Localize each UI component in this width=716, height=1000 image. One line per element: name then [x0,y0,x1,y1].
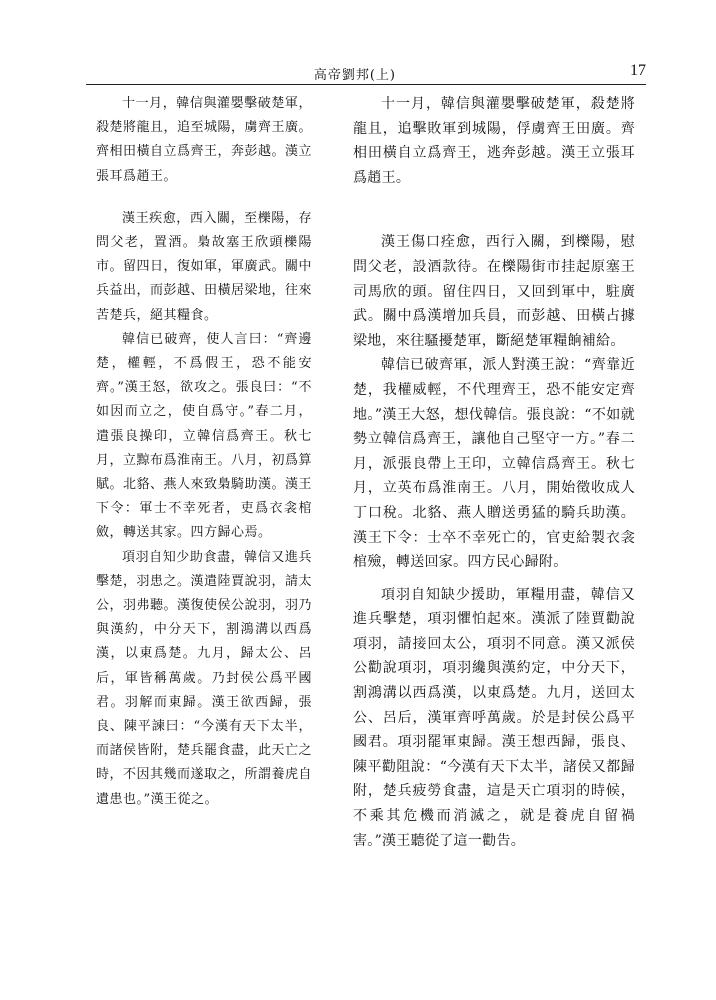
header-rule [86,84,646,85]
classical-text-column [96,92,312,812]
translation-paragraph: 漢王傷口痊愈，西行入關，到櫟陽，慰問父老，設酒款待。在櫟陽街市挂起原塞王司馬欣的頭。留住四日，又回到軍中，駐廣武。關中爲漢增加兵員，而彭越、田橫占據梁地，來往騷擾楚軍，斷絕楚軍糧餉補給。 [353,234,635,349]
running-title: 高帝劉邦(上) [313,68,396,83]
classical-paragraph: 十一月，韓信與灌嬰擊破楚軍，殺楚將龍且，追至城陽，虜齊王廣。齊相田橫自立爲齊王，奔彭越。漢立張耳爲趙王。 [96,96,313,184]
translation-paragraph: 韓信已破齊軍，派人對漢王說：“齊靠近楚，我權威輕，不代理齊王，恐不能安定齊地。”漢王大怒，想伐韓信。張良說：“不如就勢立韓信爲齊王，讓他自己堅守一方。”春二月，派張良帶上王印，立韓信爲齊王。秋七月，立英布爲淮南王。八月，開始徵收成人丁口稅。北貉、燕人贈送勇猛的騎兵助漢。漢王下令：士卒不幸死亡的，官吏給製衣衾棺殮，轉送回家。四方民心歸附。 [353,357,635,571]
translation-paragraph: 十一月，韓信與灌嬰擊破楚軍，殺楚將龍且，追擊敗軍到城陽，俘虜齊王田廣。齊相田橫自立爲齊王，逃奔彭越。漢王立張耳爲趙王。 [353,96,635,186]
running-header [86,60,646,82]
page-number: 17 [630,62,646,79]
translation-column [353,92,635,853]
classical-paragraph: 韓信已破齊，使人言曰：“齊邊楚，權輕，不爲假王，恐不能安齊。”漢王怒，欲攻之。張良曰：“不如因而立之，使自爲守。”春二月，遣張良操印，立韓信爲齊王。秋七月，立黥布爲淮南王。八月，初爲算賦。北貉、燕人來致梟騎助漢。漢王下令：軍士不幸死者，吏爲衣衾棺斂，轉送其家。四方歸心焉。 [96,331,313,541]
translation-paragraph: 項羽自知缺少援助，軍糧用盡，韓信又進兵擊楚，項羽懼怕起來。漢派了陸賈勸說項羽，請接回太公，項羽不同意。漢又派侯公勸說項羽，項羽纔與漢約定，中分天下，割鴻溝以西爲漢，以東爲楚。九月，送回太公、呂后，漢軍齊呼萬歲。於是封侯公爲平國君。項羽罷軍東歸。漢王想西歸，張良、陳平勸阻說：“今漢有天下太半，諸侯又都歸附，楚兵疲勞食盡，這是天亡項羽的時候，不乘其危機而消滅之，就是養虎自留禍害。”漢王聽從了這一勸告。 [353,586,635,849]
classical-paragraph: 項羽自知少助食盡，韓信又進兵擊楚，羽患之。漢遣陸賈說羽，請太公，羽弗聽。漢復使侯公說羽，羽乃與漢約，中分天下，割鴻溝以西爲漢，以東爲楚。九月，歸太公、呂后，軍皆稱萬歲。乃封侯公爲平國君。羽解而東歸。漢王欲西歸，張良、陳平諫曰：“今漢有天下太半，而諸侯皆附，楚兵罷食盡，此天亡之時，不因其幾而遂取之，所謂養虎自遺患也。”漢王從之。 [96,549,313,807]
classical-paragraph: 漢王疾愈，西入關，至櫟陽，存問父老，置酒。梟故塞王欣頭櫟陽市。留四日，復如軍，軍廣武。關中兵益出，而彭越、田橫居梁地，往來苦楚兵，絕其糧食。 [96,210,313,323]
